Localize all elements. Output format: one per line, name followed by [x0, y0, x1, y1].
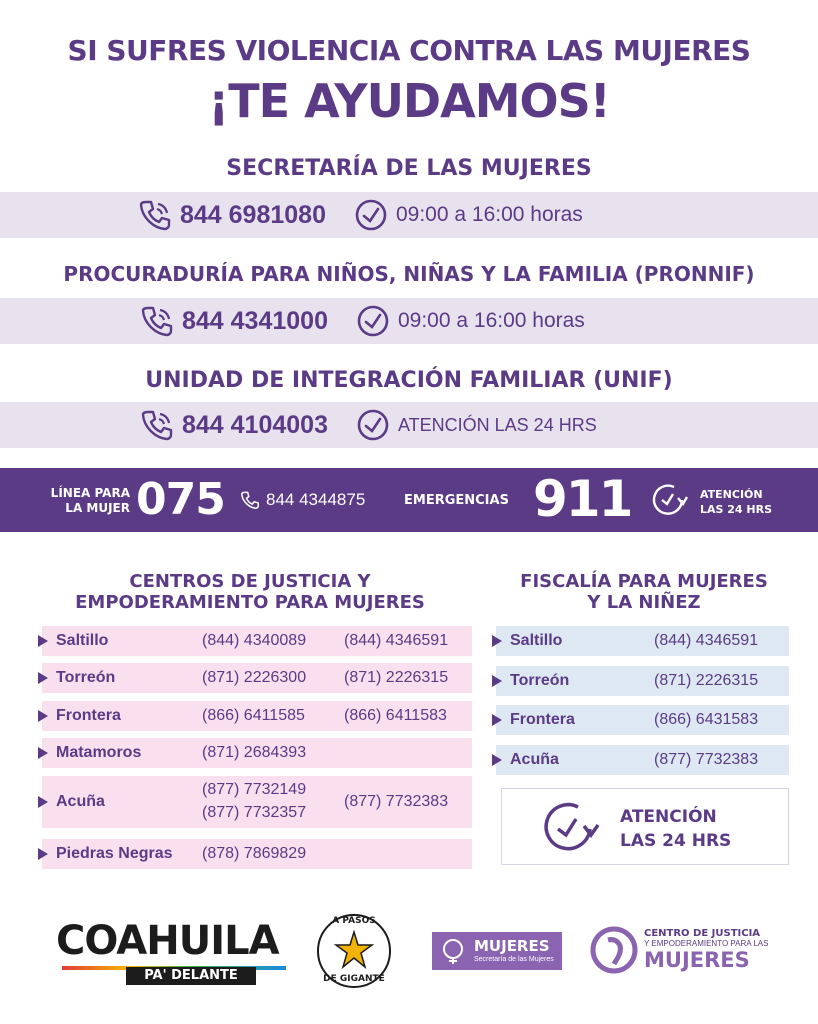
attention-24h-box — [501, 788, 789, 865]
arrow-right-icon — [38, 635, 48, 647]
phone-number[interactable]: (871) 2226315 — [344, 669, 449, 686]
fiscalia-title-line-2: Y LA NIÑEZ — [587, 592, 701, 613]
woman-icon — [438, 937, 468, 965]
centros-title-line-2: EMPODERAMIENTO PARA MUJERES — [75, 592, 425, 613]
phone-number[interactable]: (877) 7732383 — [654, 751, 759, 768]
woman-profile-icon — [590, 926, 638, 974]
phone-number[interactable]: (844) 4340089 — [202, 632, 307, 649]
contact-band-unif — [0, 402, 818, 448]
phone-number[interactable]: 844 6981080 — [180, 200, 326, 229]
mujeres-logo-text: MUJERES — [474, 937, 550, 955]
phone-icon — [240, 490, 260, 510]
phone-number[interactable]: (877) 7732149 — [202, 781, 307, 798]
city-name: Piedras Negras — [56, 845, 173, 862]
table-row — [42, 839, 472, 869]
city-name: Frontera — [510, 711, 575, 728]
clock-icon — [356, 304, 390, 338]
fiscalia-title-line-1: FISCALÍA PARA MUJERES — [520, 571, 768, 592]
arrow-right-icon — [38, 848, 48, 860]
pasos-top-text: A PASOS — [332, 916, 376, 926]
pasos-bottom-text: DE GIGANTE — [323, 974, 385, 984]
arrow-right-icon — [492, 635, 502, 647]
clock-icon — [356, 408, 390, 442]
phone-number[interactable]: 844 4104003 — [182, 410, 328, 439]
arrow-right-icon — [38, 710, 48, 722]
attention-line-2: LAS 24 HRS — [620, 831, 732, 851]
arrow-right-icon — [38, 796, 48, 808]
hotline-phone[interactable]: 844 4344875 — [266, 490, 366, 509]
phone-number[interactable]: (866) 6411585 — [202, 707, 305, 724]
headline-top: SI SUFRES VIOLENCIA CONTRA LAS MUJERES — [67, 34, 751, 67]
table-row — [42, 776, 472, 828]
emergency-label: EMERGENCIAS — [404, 493, 509, 508]
coahuila-logo — [56, 918, 292, 984]
city-name: Saltillo — [510, 632, 563, 649]
phone-number[interactable]: (866) 6431583 — [654, 711, 759, 728]
hotline-label-1: LÍNEA PARA — [50, 486, 130, 500]
section-title-secretaria: SECRETARÍA DE LAS MUJERES — [226, 156, 592, 181]
clock-arrow-icon — [538, 799, 604, 855]
arrow-right-icon — [38, 672, 48, 684]
phone-number[interactable]: (877) 7732383 — [344, 793, 449, 810]
centro-logo-line-3: MUJERES — [644, 948, 750, 972]
hotline-bar — [0, 468, 818, 532]
clock-icon — [354, 198, 388, 232]
fiscalia-title — [494, 571, 794, 613]
phone-icon — [140, 408, 174, 442]
table-row — [496, 705, 789, 735]
hours-text: 09:00 a 16:00 horas — [395, 203, 583, 226]
city-name: Torreón — [56, 669, 116, 686]
emergency-number[interactable]: 911 — [533, 470, 632, 528]
arrow-right-icon — [492, 754, 502, 766]
hours-text: 09:00 a 16:00 horas — [397, 309, 585, 332]
mujeres-logo-sub: Secretaría de las Mujeres — [474, 956, 554, 963]
phone-number[interactable]: (871) 2226300 — [202, 669, 307, 686]
phone-number[interactable]: (844) 4346591 — [344, 632, 449, 649]
mujeres-logo — [432, 932, 562, 970]
arrow-right-icon — [38, 747, 48, 759]
attention-line-1: ATENCIÓN — [620, 807, 717, 827]
arrow-right-icon — [492, 675, 502, 687]
section-title-unif: UNIDAD DE INTEGRACIÓN FAMILIAR (UNIF) — [145, 368, 673, 393]
section-title-pronnif: PROCURADURÍA PARA NIÑOS, NIÑAS Y LA FAMILIA (PRONNIF) — [63, 262, 755, 286]
coahuila-sub: PA' DELANTE — [126, 967, 256, 985]
contact-band-secretaria — [0, 192, 818, 238]
contact-band-pronnif — [0, 298, 818, 344]
city-name: Frontera — [56, 707, 121, 724]
phone-icon — [140, 304, 174, 338]
headline-main: ¡TE AYUDAMOS! — [208, 74, 610, 128]
table-row — [496, 666, 789, 696]
phone-number[interactable]: (877) 7732357 — [202, 804, 307, 821]
hours-text: ATENCIÓN LAS 24 HRS — [397, 414, 597, 435]
centro-logo-line-2: Y EMPODERAMIENTO PARA LAS — [644, 939, 769, 948]
city-name: Torreón — [510, 672, 570, 689]
table-row — [42, 626, 472, 656]
table-row — [496, 745, 789, 775]
clock-arrow-icon — [650, 482, 690, 518]
phone-number[interactable]: (844) 4346591 — [654, 632, 759, 649]
hotline-number[interactable]: 075 — [136, 474, 225, 525]
city-name: Acuña — [56, 793, 105, 810]
pasos-gigante-logo — [316, 910, 392, 992]
phone-number[interactable]: (871) 2226315 — [654, 672, 759, 689]
attention-line-1: ATENCIÓN — [700, 488, 763, 501]
table-row — [42, 738, 472, 768]
phone-number[interactable]: (878) 7869829 — [202, 845, 307, 862]
city-name: Saltillo — [56, 632, 109, 649]
phone-icon — [138, 198, 172, 232]
city-name: Matamoros — [56, 744, 142, 761]
centros-title — [40, 571, 460, 613]
table-row — [42, 663, 472, 693]
phone-number[interactable]: 844 4341000 — [182, 306, 328, 335]
centros-title-line-1: CENTROS DE JUSTICIA Y — [129, 571, 371, 592]
centro-justicia-logo — [590, 924, 776, 976]
arrow-right-icon — [492, 714, 502, 726]
table-row — [496, 626, 789, 656]
city-name: Acuña — [510, 751, 559, 768]
attention-line-2: LAS 24 HRS — [700, 503, 773, 516]
coahuila-logo-text: COAHUILA — [56, 918, 279, 964]
centro-logo-line-1: CENTRO DE JUSTICIA — [644, 928, 761, 939]
hotline-label-2: LA MUJER — [65, 501, 130, 515]
phone-number[interactable]: (871) 2684393 — [202, 744, 307, 761]
table-row — [42, 701, 472, 731]
phone-number[interactable]: (866) 6411583 — [344, 707, 447, 724]
